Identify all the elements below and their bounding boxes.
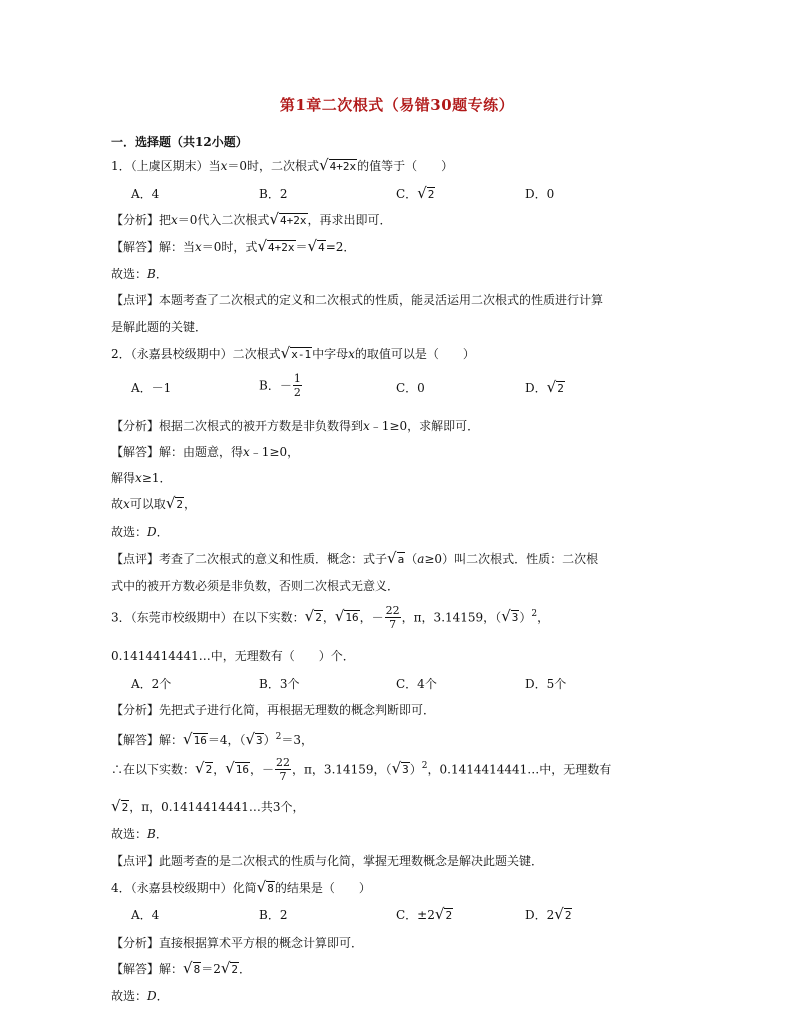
q1-option-d: D．0 bbox=[525, 187, 555, 201]
q2-comment-line2: 式中的被开方数必须是非负数，否则二次根式无意义． bbox=[111, 579, 400, 593]
q1-option-b: B．2 bbox=[259, 187, 288, 201]
q3-therefore-line2: √2，π，0.1414414441…共3个， bbox=[111, 797, 305, 815]
q2-stem: 2．（永嘉县校级期中）二次根式√x-1中字母x的取值可以是（ ） bbox=[111, 344, 475, 362]
q2-answer: 故选：D． bbox=[111, 525, 169, 539]
q2-solution: 【解答】解：由题意，得x﹣1≥0， bbox=[111, 445, 300, 459]
q4-option-b: B．2 bbox=[259, 908, 288, 922]
q1-comment-line1: 【点评】本题考查了二次根式的定义和二次根式的性质，能灵活运用二次根式的性质进行计算 bbox=[111, 293, 604, 307]
q2-option-b: B．－ $\frac{1}{2}$ bbox=[259, 372, 301, 399]
q2-solution-line3: 故x可以取√2， bbox=[111, 494, 197, 512]
q2-analysis: 【分析】根据二次根式的被开方数是非负数得到x﹣1≥0，求解即可． bbox=[111, 419, 480, 433]
q4-analysis: 【分析】直接根据算术平方根的概念计算即可． bbox=[111, 936, 364, 950]
q3-comment: 【点评】此题考查的是二次根式的性质与化简，掌握无理数概念是解决此题关键． bbox=[111, 854, 544, 868]
q2-solution-line2: 解得x≥1． bbox=[111, 471, 172, 485]
q2-option-a: A．－1 bbox=[131, 381, 172, 395]
q3-stem-line2: 0.1414414441…中，无理数有（ ）个． bbox=[111, 649, 355, 663]
fraction: $\frac{1}{2}$ bbox=[293, 372, 301, 399]
q4-stem: 4．（永嘉县校级期中）化简√8的结果是（ ） bbox=[111, 878, 371, 896]
q3-stem: 3．（东莞市校级期中）在以下实数：√2，√16，－ $\frac{22}{7}$ ，π，3.14159，$(√3)^2$， bbox=[111, 604, 550, 631]
q1-comment-line2: 是解此题的关键． bbox=[111, 320, 208, 334]
q3-analysis: 【分析】先把式子进行化简，再根据无理数的概念判断即可． bbox=[111, 703, 436, 717]
q3-option-a: A．2个 bbox=[131, 677, 172, 691]
section-heading: 一．选择题（共12小题） bbox=[111, 135, 248, 149]
q4-answer: 故选：D． bbox=[111, 989, 169, 1003]
q1-stem: 1．（上虞区期末）当x＝0时，二次根式√4+2x的值等于（ ） bbox=[111, 156, 454, 174]
q4-option-d: D．2√2 bbox=[525, 905, 572, 923]
q2-comment-line1: 【点评】考查了二次根式的意义和性质．概念：式子√a（a≥0）叫二次根式．性质：二次根 bbox=[111, 549, 599, 567]
q2-option-c: C．0 bbox=[396, 381, 425, 395]
q3-option-b: B．3个 bbox=[259, 677, 300, 691]
q4-option-c: C．±2√2 bbox=[396, 905, 453, 923]
q3-option-d: D．5个 bbox=[525, 677, 567, 691]
q4-solution: 【解答】解：√8＝2√2． bbox=[111, 959, 252, 977]
sqrt-expression: √4+2x bbox=[319, 156, 357, 174]
q3-solution: 【解答】解：√16＝4，$(√3)^2=3$， bbox=[111, 730, 314, 748]
q1-analysis: 【分析】把x＝0代入二次根式√4+2x，再求出即可． bbox=[111, 210, 392, 228]
q1-option-a: A．4 bbox=[131, 187, 160, 201]
q1-solution: 【解答】解：当x＝0时，式√4+2x＝√4=2． bbox=[111, 237, 356, 255]
q1-answer: 故选：B． bbox=[111, 267, 168, 281]
q1-option-c: C．√2 bbox=[396, 184, 435, 202]
q2-option-d: D．√2 bbox=[525, 378, 564, 396]
q4-option-a: A．4 bbox=[131, 908, 160, 922]
q3-answer: 故选：B． bbox=[111, 827, 168, 841]
q3-option-c: C．4个 bbox=[396, 677, 437, 691]
q3-therefore: ∴在以下实数：√2，√16，－ $\frac{22}{7}$ ，π，3.14159，$(√3)^2$，0.1414414441…中，无理数有 bbox=[111, 756, 612, 783]
page-title: 第1章二次根式（易错30题专练） bbox=[279, 96, 515, 114]
